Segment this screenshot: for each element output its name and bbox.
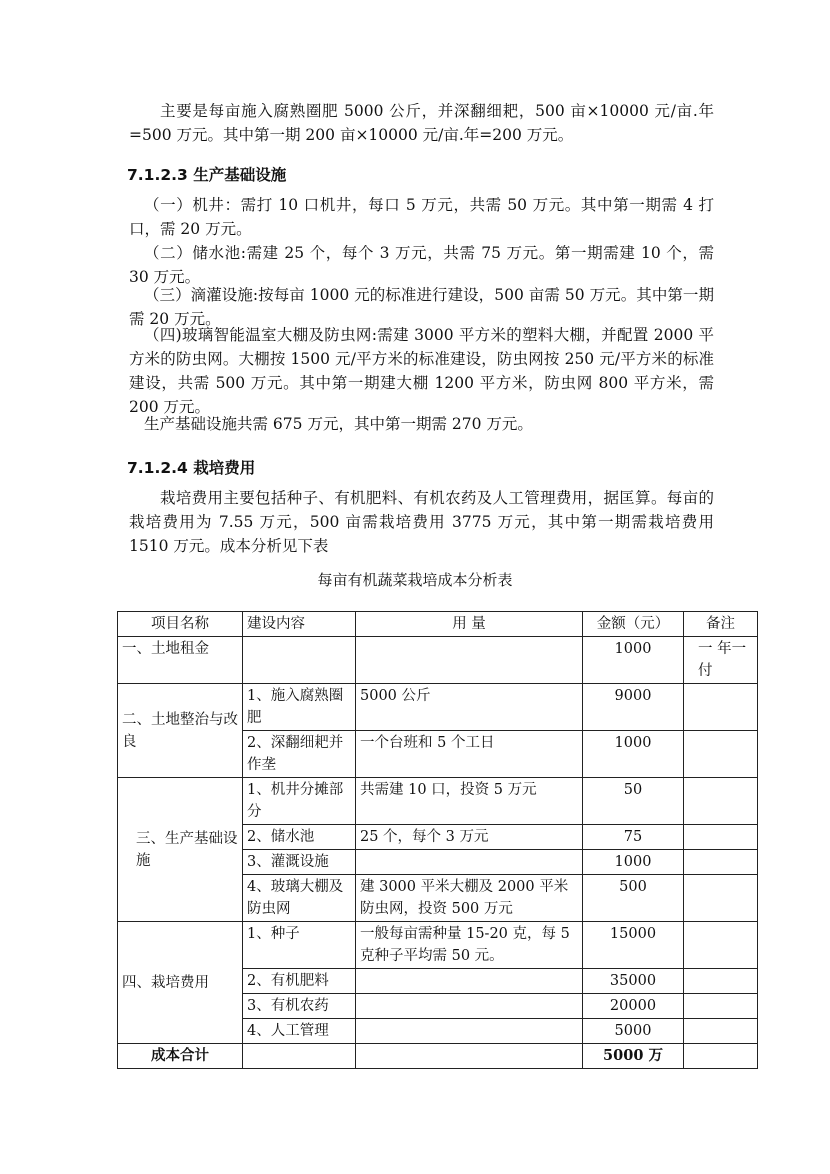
content-cell: 4、人工管理 bbox=[243, 1019, 356, 1044]
usage-cell: 一个台班和 5 个工日 bbox=[356, 731, 583, 778]
usage-cell bbox=[356, 850, 583, 875]
usage-cell: 5000 公斤 bbox=[356, 684, 583, 731]
amount-cell: 1000 bbox=[583, 731, 684, 778]
content-cell: 3、有机农药 bbox=[243, 994, 356, 1019]
table-caption: 每亩有机蔬菜栽培成本分析表 bbox=[317, 571, 513, 589]
group-land-prep: 二、土地整治与改良 bbox=[118, 684, 243, 778]
content-cell: 1、施入腐熟圈肥 bbox=[243, 684, 356, 731]
content-cell: 1、机井分摊部分 bbox=[243, 778, 356, 825]
amount-cell: 1000 bbox=[583, 637, 684, 684]
infra-item-3: （三）滴灌设施:按每亩 1000 元的标准进行建设，500 亩需 50 万元。其中第一期需 20 万元。 bbox=[129, 286, 714, 328]
content-cell: 4、玻璃大棚及防虫网 bbox=[243, 875, 356, 922]
amount-cell: 20000 bbox=[583, 994, 684, 1019]
cost-analysis-table bbox=[117, 611, 758, 1069]
usage-cell bbox=[356, 1019, 583, 1044]
table-row bbox=[118, 684, 758, 731]
note-cell: 一 年一付 bbox=[684, 637, 758, 684]
content-cell: 2、深翻细耙并作垄 bbox=[243, 731, 356, 778]
infra-item-4: （四)玻璃智能温室大棚及防虫网:需建 3000 平方米的塑料大棚，并配置 2000 平方米的防虫网。大棚按 1500 元/平方米的标准建设，防虫网按 250 元/平方米的标准建设，共需 500 万元。其中第一期建大棚 1200 平方米，防虫网 800 平方米，需 200 万元。 bbox=[129, 326, 714, 416]
table-row bbox=[118, 778, 758, 825]
header-note: 备注 bbox=[684, 612, 758, 637]
table-total-row bbox=[118, 1044, 758, 1069]
content-cell: 3、灌溉设施 bbox=[243, 850, 356, 875]
group-land-rent: 一、土地租金 bbox=[118, 637, 243, 684]
section-heading-cultivation: 7.1.2.4 栽培费用 bbox=[127, 459, 256, 477]
usage-cell bbox=[356, 969, 583, 994]
header-project: 项目名称 bbox=[118, 612, 243, 637]
amount-cell: 15000 bbox=[583, 922, 684, 969]
cultivation-paragraph: 栽培费用主要包括种子、有机肥料、有机农药及人工管理费用，据匡算。每亩的栽培费用为 7.55 万元，500 亩需栽培费用 3775 万元，其中第一期需栽培费用 1510 万元。成本分析见下表 bbox=[129, 489, 714, 555]
content-cell: 1、种子 bbox=[243, 922, 356, 969]
section-heading-infrastructure: 7.1.2.3 生产基础设施 bbox=[127, 166, 287, 184]
amount-cell: 50 bbox=[583, 778, 684, 825]
amount-cell: 500 bbox=[583, 875, 684, 922]
usage-cell: 25 个，每个 3 万元 bbox=[356, 825, 583, 850]
infra-summary: 生产基础设施共需 675 万元，其中第一期需 270 万元。 bbox=[144, 415, 533, 433]
amount-cell: 35000 bbox=[583, 969, 684, 994]
usage-cell: 一般每亩需种量 15-20 克，每 5 克种子平均需 50 元。 bbox=[356, 922, 583, 969]
usage-cell: 建 3000 平米大棚及 2000 平米防虫网，投资 500 万元 bbox=[356, 875, 583, 922]
group-infrastructure: 三、生产基础设施 bbox=[118, 778, 243, 922]
table-row bbox=[118, 637, 758, 684]
group-cultivation: 四、栽培费用 bbox=[118, 922, 243, 1044]
infra-item-1: （一）机井：需打 10 口机井，每口 5 万元，共需 50 万元。其中第一期需 4 打口，需 20 万元。 bbox=[129, 196, 714, 238]
usage-cell bbox=[356, 994, 583, 1019]
infra-item-2: （二）储水池:需建 25 个，每个 3 万元，共需 75 万元。第一期需建 10 个，需 30 万元。 bbox=[129, 244, 714, 286]
header-content: 建设内容 bbox=[243, 612, 356, 637]
content-cell: 2、储水池 bbox=[243, 825, 356, 850]
total-amount: 5000 万 bbox=[583, 1044, 684, 1069]
amount-cell: 1000 bbox=[583, 850, 684, 875]
amount-cell: 9000 bbox=[583, 684, 684, 731]
header-amount: 金额（元） bbox=[583, 612, 684, 637]
content-cell: 2、有机肥料 bbox=[243, 969, 356, 994]
amount-cell: 5000 bbox=[583, 1019, 684, 1044]
header-usage: 用 量 bbox=[356, 612, 583, 637]
intro-paragraph: 主要是每亩施入腐熟圈肥 5000 公斤，并深翻细耙，500 亩×10000 元/亩.年=500 万元。其中第一期 200 亩×10000 元/亩.年=200 万元。 bbox=[129, 102, 714, 144]
usage-cell: 共需建 10 口，投资 5 万元 bbox=[356, 778, 583, 825]
table-row bbox=[118, 922, 758, 969]
total-label: 成本合计 bbox=[118, 1044, 243, 1069]
amount-cell: 75 bbox=[583, 825, 684, 850]
table-header-row bbox=[118, 612, 758, 637]
